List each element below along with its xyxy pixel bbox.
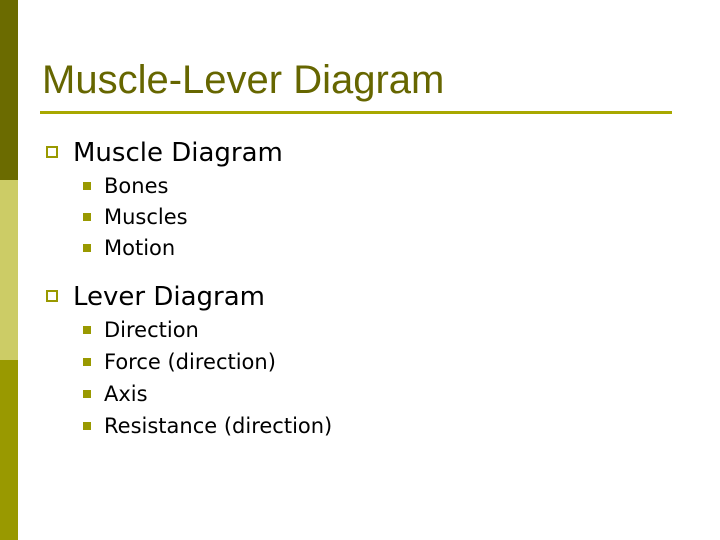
sub-bullet-muscles (83, 205, 188, 229)
square-bullet-icon (46, 146, 58, 158)
filled-square-bullet-icon (83, 182, 91, 190)
left-decor-strip-middle (0, 180, 18, 360)
bullet-label: Muscle Diagram (73, 138, 283, 168)
square-bullet-icon (46, 290, 58, 302)
sub-bullet-bones (83, 174, 168, 198)
sub-bullet-label: Force (direction) (104, 350, 276, 374)
left-decor-strip-top (0, 0, 18, 180)
sub-bullet-label: Bones (104, 174, 169, 198)
filled-square-bullet-icon (83, 213, 91, 221)
left-decor-strip-bottom (0, 360, 18, 540)
bullet-lever-diagram (46, 282, 265, 312)
sub-bullet-label: Motion (104, 236, 176, 260)
bullet-label: Lever Diagram (73, 282, 265, 312)
filled-square-bullet-icon (83, 244, 91, 252)
sub-bullet-motion (83, 236, 175, 260)
sub-bullet-label: Direction (104, 318, 199, 342)
bullet-muscle-diagram (46, 138, 283, 168)
filled-square-bullet-icon (83, 422, 91, 430)
sub-bullet-resistance (83, 414, 332, 438)
filled-square-bullet-icon (83, 390, 91, 398)
sub-bullet-label: Axis (104, 382, 148, 406)
sub-bullet-direction (83, 318, 199, 342)
sub-bullet-label: Muscles (104, 205, 188, 229)
filled-square-bullet-icon (83, 326, 91, 334)
sub-bullet-force (83, 350, 276, 374)
slide-title: Muscle-Lever Diagram (42, 58, 445, 102)
sub-bullet-label: Resistance (direction) (104, 414, 333, 438)
filled-square-bullet-icon (83, 358, 91, 366)
title-underline (40, 111, 672, 114)
sub-bullet-axis (83, 382, 148, 406)
